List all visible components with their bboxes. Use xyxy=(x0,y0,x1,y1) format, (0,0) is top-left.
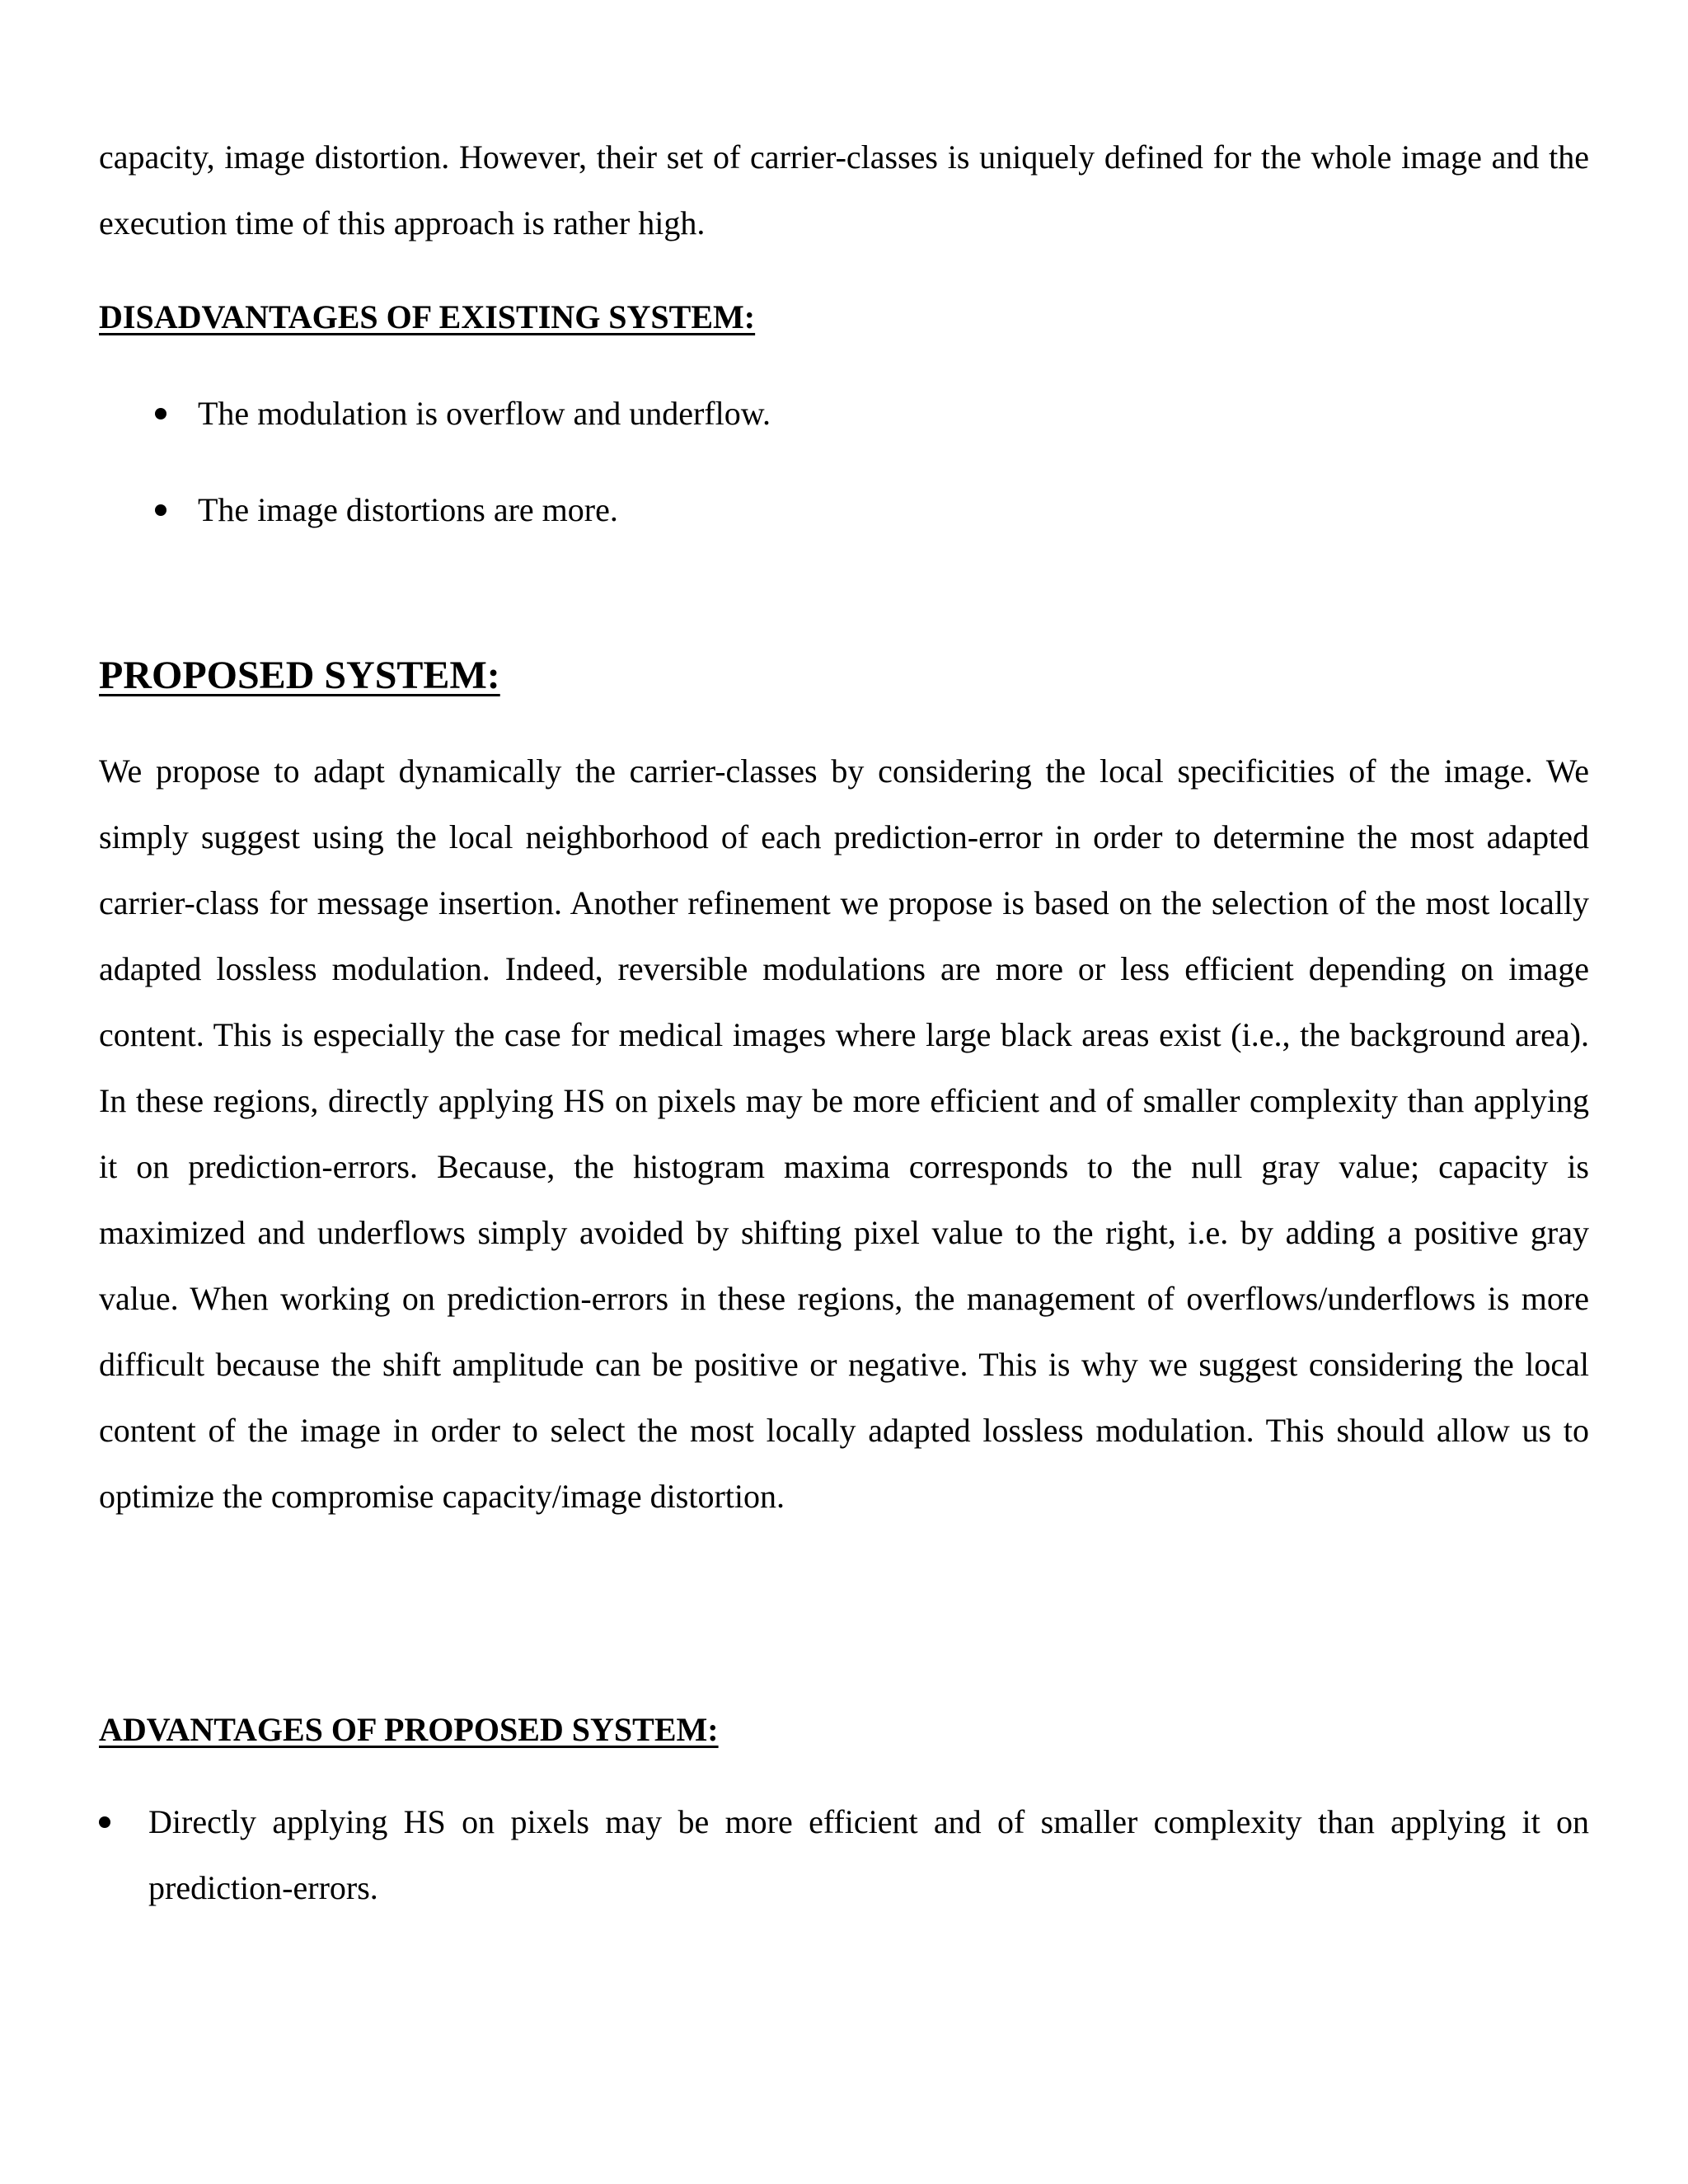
list-item xyxy=(155,381,1589,447)
bullet-icon xyxy=(155,408,166,419)
proposed-system-paragraph: We propose to adapt dynamically the carrier-classes by considering the local specificities of the image. We simply suggest using the local neighborhood of each prediction-error in order to determine the most adapted carrier-class for message insertion. Another refinement we propose is based on the selection of the most locally adapted lossless modulation. Indeed, reversible modulations are more or less efficient depending on image content. This is especially the case for medical images where large black areas exist (i.e., the background area). In these regions, directly applying HS on pixels may be more efficient and of smaller complexity than applying it on prediction-errors. Because, the histogram maxima corresponds to the null gray value; capacity is maximized and underflows simply avoided by shifting pixel value to the right, i.e. by adding a positive gray value. When working on prediction-errors in these regions, the management of overflows/underflows is more difficult because the shift amplitude can be positive or negative. This is why we suggest considering the local content of the image in order to select the most locally adapted lossless modulation. This should allow us to optimize the compromise capacity/image distortion. xyxy=(99,752,1589,1515)
bullet-icon xyxy=(155,504,166,516)
advantages-heading: ADVANTAGES OF PROPOSED SYSTEM: xyxy=(99,1711,719,1748)
list-item-text: The modulation is overflow and underflow. xyxy=(198,395,771,432)
disadvantages-heading: DISADVANTAGES OF EXISTING SYSTEM: xyxy=(99,298,756,335)
advantages-list xyxy=(99,1789,1589,1921)
list-item-text: The image distortions are more. xyxy=(198,491,618,528)
disadvantages-list xyxy=(155,381,1589,574)
list-item xyxy=(99,1789,1589,1921)
list-item xyxy=(155,477,1589,543)
bullet-icon xyxy=(99,1816,110,1828)
proposed-system-heading: PROPOSED SYSTEM: xyxy=(99,654,500,697)
document-page xyxy=(99,0,1589,2184)
intro-paragraph: capacity, image distortion. However, their set of carrier-classes is uniquely defined for the whole image and the execution time of this approach is rather high. xyxy=(99,138,1589,241)
list-item-text: Directly applying HS on pixels may be more efficient and of smaller complexity than applying it on prediction-errors. xyxy=(148,1803,1589,1906)
